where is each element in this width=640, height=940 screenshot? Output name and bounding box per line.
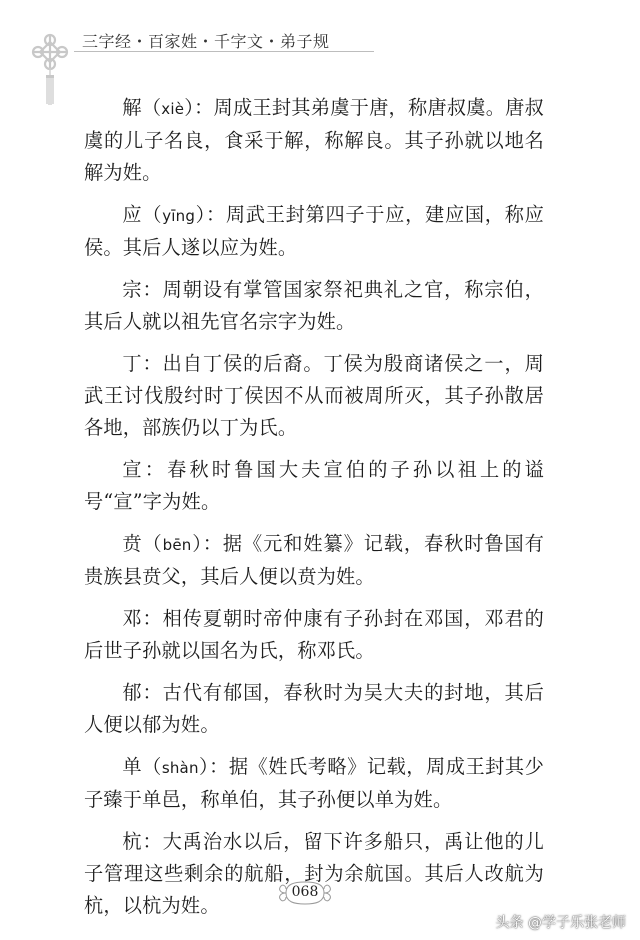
book-title: 三字经・百家姓・千字文・弟子规 — [82, 32, 330, 51]
colon: ： — [142, 681, 163, 704]
surname-character: 贲 — [122, 532, 143, 555]
surname-entry — [84, 751, 544, 816]
open-paren: （ — [141, 96, 162, 119]
pinyin: bēn — [162, 536, 192, 554]
close-paren: ） — [195, 203, 206, 226]
surname-entry — [84, 92, 544, 189]
surname-character: 解 — [122, 96, 142, 119]
close-paren: ） — [198, 755, 210, 778]
surname-entry — [84, 603, 544, 667]
colon: ： — [209, 755, 229, 778]
surname-origin-text: 周朝设有掌管国家祭祀典礼之官，称宗伯，其后人就以祖先官名宗字为姓。 — [84, 278, 545, 333]
surname-character: 单 — [122, 755, 143, 778]
surname-origin-text: 出自丁侯的后裔。丁侯为殷商诸侯之一，周武王讨伐殷纣时丁侯因不从而被周所灭，其子孙散居各地，部族仍以丁为氏。 — [84, 352, 545, 439]
page-number: 068 — [291, 884, 319, 900]
close-paren: ） — [184, 96, 195, 119]
page-body — [84, 92, 544, 922]
surname-origin-text: 据《元和姓纂》记载，春秋时鲁国有贵族县贲父，其后人便以贲为姓。 — [84, 532, 545, 588]
surname-origin-text: 据《姓氏考略》记载，周成王封其少子臻于单邑，称单伯，其子孙便以单为姓。 — [84, 755, 544, 811]
pinyin: xiè — [161, 100, 185, 118]
surname-entry — [84, 454, 544, 518]
surname-entry — [84, 528, 544, 593]
tassel-icon — [44, 68, 56, 106]
colon: ： — [202, 532, 223, 555]
colon: ： — [142, 352, 163, 375]
open-paren: （ — [142, 203, 163, 226]
surname-origin-text: 春秋时鲁国大夫宣伯的子孙以祖上的谥号“宣”字为姓。 — [84, 458, 545, 513]
pinyin: shàn — [161, 759, 199, 777]
surname-character: 杭 — [122, 830, 143, 853]
colon: ： — [142, 278, 163, 301]
surname-origin-text: 古代有郁国，春秋时为吴大夫的封地，其后人便以郁为姓。 — [84, 681, 545, 736]
pinyin: yīng — [162, 207, 196, 225]
surname-entry — [84, 199, 544, 264]
surname-character: 郁 — [122, 681, 143, 704]
close-paren: ） — [191, 532, 203, 555]
surname-entry — [84, 677, 544, 741]
colon: ： — [194, 96, 214, 119]
surname-character: 应 — [122, 203, 143, 226]
surname-entry — [84, 348, 544, 444]
surname-character: 丁 — [122, 352, 143, 375]
surname-origin-text: 周成王封其弟虞于唐，称唐叔虞。唐叔虞的儿子名良，食采于解，称解良。其子孙就以地名解为姓。 — [84, 96, 545, 184]
page-number-badge — [272, 879, 338, 907]
surname-character: 邓 — [122, 607, 143, 630]
open-paren: （ — [142, 532, 163, 555]
colon: ： — [142, 830, 163, 853]
open-paren: （ — [142, 755, 162, 778]
surname-character: 宣 — [122, 458, 145, 481]
surname-entry — [84, 826, 544, 922]
surname-origin-text: 相传夏朝时帝仲康有子孙封在邓国，邓君的后世子孙就以国名为氏，称邓氏。 — [84, 607, 545, 662]
surname-entry — [84, 274, 544, 338]
surname-origin-text: 大禹治水以后，留下许多船只，禹让他的儿子管理这些剩余的航船，封为余航国。其后人改航为杭，以杭为姓。 — [84, 830, 545, 917]
colon: ： — [144, 458, 168, 481]
colon: ： — [142, 607, 163, 630]
surname-origin-text: 周武王封第四子于应，建应国，称应侯。其后人遂以应为姓。 — [84, 203, 544, 259]
watermark: 头条 @学子乐张老师 — [495, 915, 626, 931]
page-header — [0, 0, 640, 80]
surname-character: 宗 — [122, 278, 143, 301]
colon: ： — [205, 203, 226, 226]
